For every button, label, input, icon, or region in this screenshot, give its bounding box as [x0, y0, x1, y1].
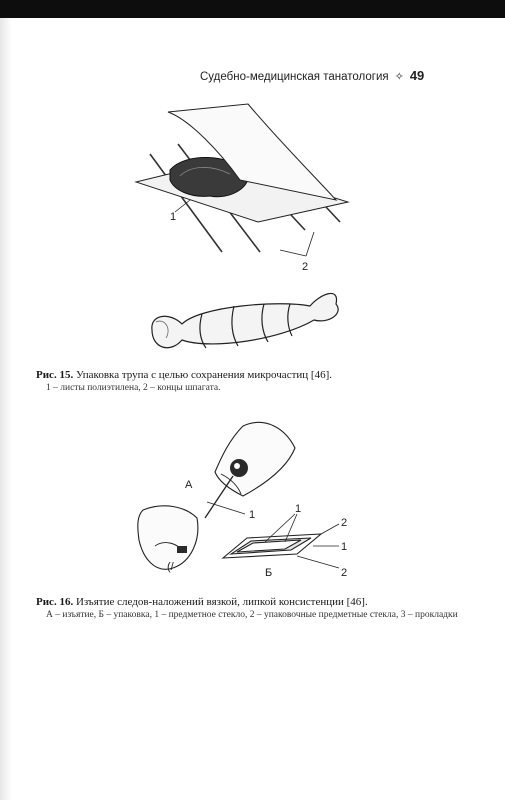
figure-15-label: Рис. 15.: [36, 369, 74, 381]
figure-16-legend: А – изъятие, Б – упаковка, 1 – предметное стекло, 2 – упаковочные предметные стекла, 3 – прокладки: [46, 610, 458, 620]
figure-16-caption-title: [36, 596, 476, 609]
figure-16-title: Изъятие следов-наложений вязкой, липкой консистенции [46].: [75, 596, 368, 608]
figure-15-illustration: [130, 92, 360, 364]
diamond-ornament-icon: ✧: [394, 71, 404, 83]
fig16-tool-mark: (/: [167, 561, 174, 573]
fig16-label-A: А: [185, 479, 193, 491]
figure-16-illustration: [125, 418, 365, 590]
fig16-label-1c: 1: [341, 541, 348, 553]
fig16-label-1a: 1: [249, 509, 256, 521]
figure-16-caption: [36, 596, 476, 621]
running-head-title: Судебно-медицинская танатология: [200, 71, 389, 83]
fig16-label-2b: 2: [341, 567, 348, 579]
figure-15-title: Упаковка трупа с целью сохранения микрочастиц [46].: [75, 369, 332, 381]
fig15-label-1: 1: [170, 211, 177, 223]
scan-top-border: [0, 0, 505, 18]
figure-16-label: Рис. 16.: [36, 596, 74, 608]
figure-15-caption-title: [36, 369, 456, 382]
figure-15-caption: [36, 369, 456, 394]
running-header: [200, 68, 468, 83]
fig16-label-B: Б: [265, 567, 273, 579]
fig16-label-1b: 1: [295, 503, 302, 515]
fig15-label-2: 2: [302, 261, 309, 273]
figure-15-legend: 1 – листы полиэтилена, 2 – концы шпагата.: [46, 383, 221, 393]
page-binding-shadow: [0, 18, 12, 800]
page-number: 49: [409, 68, 425, 83]
fig16-label-2a: 2: [341, 517, 348, 529]
figure-16-drawing: [125, 418, 365, 590]
figure-15-drawing: [130, 92, 360, 364]
